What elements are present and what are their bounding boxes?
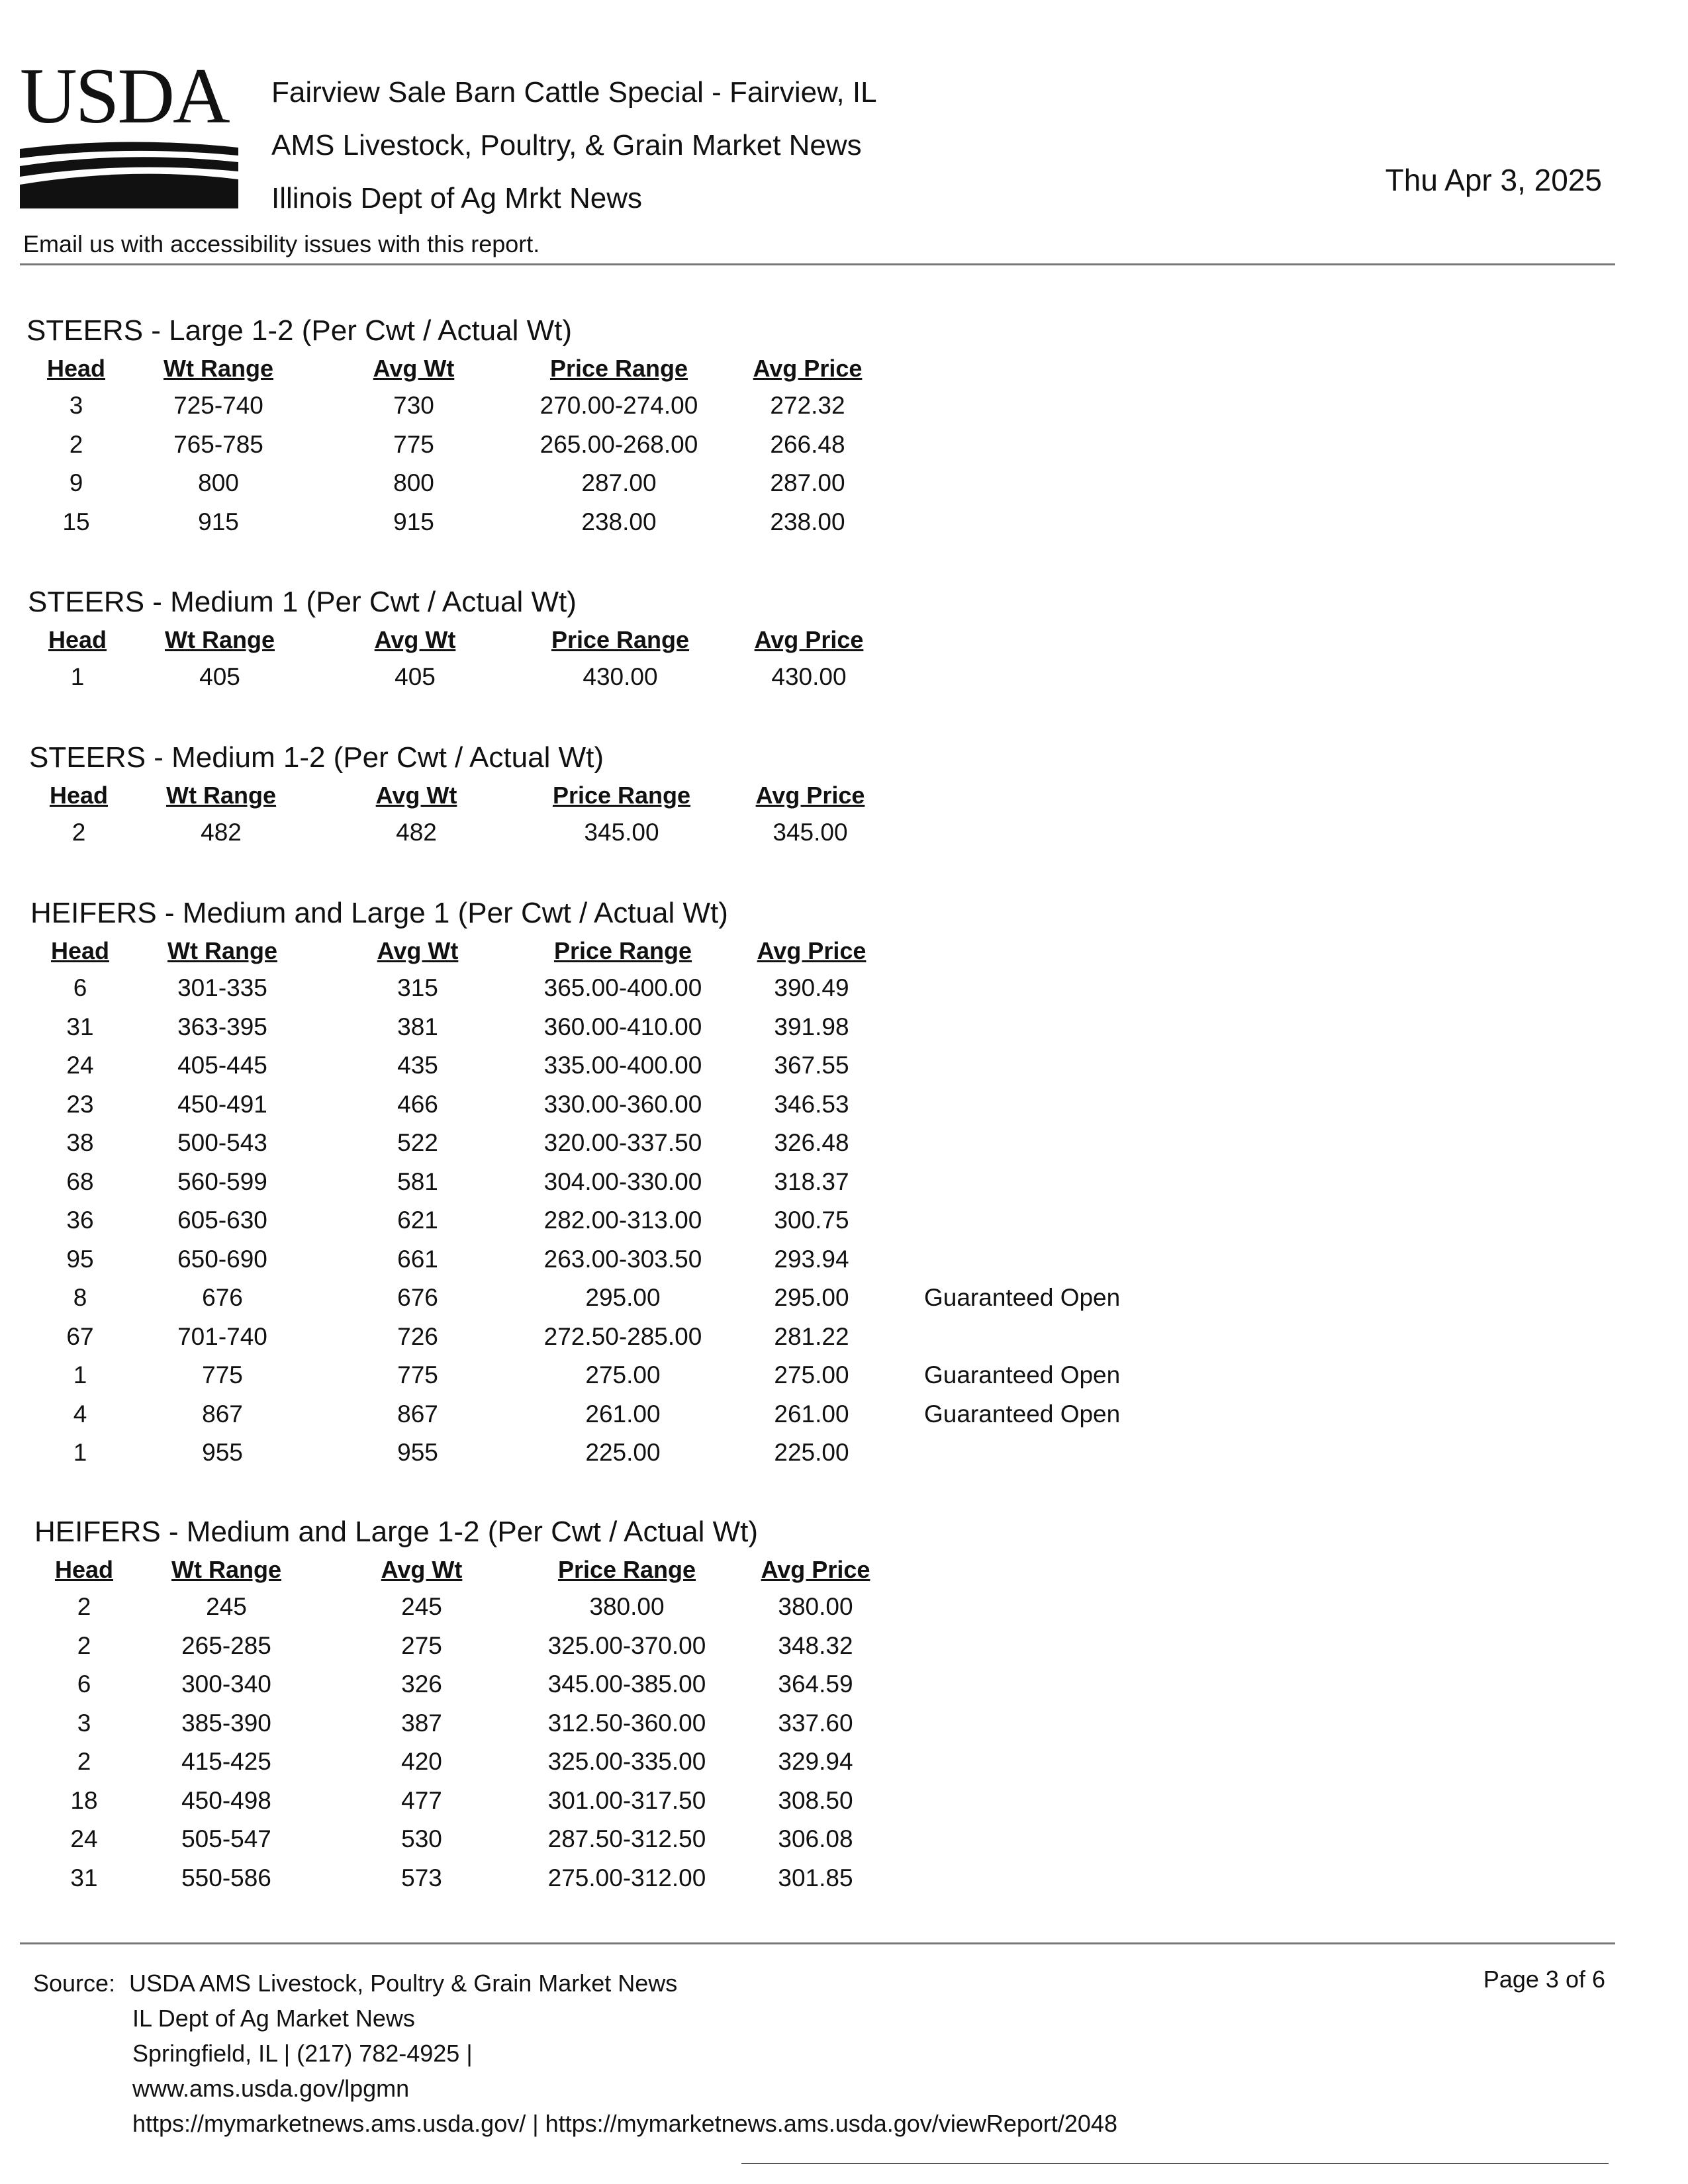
table-row bbox=[34, 1782, 1153, 1821]
table-cell: 300.75 bbox=[774, 1206, 849, 1234]
source-line-2: IL Dept of Ag Market News bbox=[132, 2005, 415, 2032]
table-row bbox=[30, 1085, 1149, 1124]
table-cell: 245 bbox=[206, 1593, 247, 1621]
column-header: Head bbox=[49, 782, 109, 809]
column-header: Avg Price bbox=[761, 1556, 870, 1583]
table-cell: 4 bbox=[73, 1400, 87, 1428]
table-row bbox=[28, 658, 1147, 697]
table-row bbox=[30, 969, 1149, 1008]
table-cell: 430.00 bbox=[771, 663, 847, 691]
table-cell: 320.00-337.50 bbox=[543, 1129, 702, 1157]
table-row bbox=[26, 387, 1145, 426]
table-cell: 522 bbox=[397, 1129, 438, 1157]
section-title: STEERS - Medium 1 (Per Cwt / Actual Wt) bbox=[28, 586, 577, 618]
table-cell: 315 bbox=[397, 974, 438, 1002]
column-header: Wt Range bbox=[171, 1556, 281, 1583]
table-cell: 915 bbox=[198, 508, 239, 535]
table-cell: 330.00-360.00 bbox=[543, 1090, 702, 1118]
column-headers bbox=[28, 622, 1147, 658]
table-cell: 2 bbox=[77, 1593, 91, 1621]
table-row bbox=[34, 1627, 1153, 1666]
table-cell: 325.00-370.00 bbox=[547, 1631, 706, 1659]
column-header: Price Range bbox=[551, 626, 690, 653]
source-link-lpgmn[interactable]: www.ams.usda.gov/lpgmn bbox=[132, 2075, 410, 2102]
table-cell: 380.00 bbox=[778, 1593, 853, 1621]
table-cell: 415-425 bbox=[181, 1748, 271, 1776]
report-header bbox=[271, 66, 877, 225]
source-line-1: USDA AMS Livestock, Poultry & Grain Market News bbox=[129, 1970, 678, 1997]
table-section bbox=[29, 738, 1148, 852]
table-cell: 955 bbox=[397, 1439, 438, 1467]
table-cell: 261.00 bbox=[774, 1400, 849, 1428]
table-cell: 621 bbox=[397, 1206, 438, 1234]
table-cell: 367.55 bbox=[774, 1052, 849, 1079]
table-cell: 312.50-360.00 bbox=[547, 1709, 706, 1737]
table-cell: 2 bbox=[77, 1631, 91, 1659]
table-section bbox=[34, 1512, 1153, 1897]
table-cell: 650-690 bbox=[177, 1245, 267, 1273]
table-cell: 225.00 bbox=[585, 1439, 661, 1467]
table-cell: 306.08 bbox=[778, 1825, 853, 1853]
table-cell: 385-390 bbox=[181, 1709, 271, 1737]
table-cell: 24 bbox=[66, 1052, 94, 1079]
table-cell: 304.00-330.00 bbox=[543, 1167, 702, 1195]
table-cell: 31 bbox=[70, 1864, 98, 1891]
table-row bbox=[26, 503, 1145, 542]
table-cell: 390.49 bbox=[774, 974, 849, 1002]
table-row bbox=[30, 1279, 1149, 1318]
table-cell: 345.00 bbox=[584, 819, 659, 846]
table-row bbox=[34, 1820, 1153, 1859]
table-cell: 325.00-335.00 bbox=[547, 1748, 706, 1776]
table-cell: 275.00 bbox=[774, 1361, 849, 1389]
table-cell: 2 bbox=[71, 819, 86, 846]
table-cell: 301.85 bbox=[778, 1864, 853, 1891]
table-cell: 263.00-303.50 bbox=[543, 1245, 702, 1273]
table-cell: 500-543 bbox=[177, 1129, 267, 1157]
column-header: Wt Range bbox=[164, 355, 273, 382]
table-cell: 261.00 bbox=[585, 1400, 661, 1428]
table-cell: 867 bbox=[397, 1400, 438, 1428]
table-cell: 6 bbox=[73, 974, 87, 1002]
table-cell: 605-630 bbox=[177, 1206, 267, 1234]
table-cell: 387 bbox=[401, 1709, 442, 1737]
table-cell: 380.00 bbox=[589, 1593, 665, 1621]
table-cell: 915 bbox=[393, 508, 434, 535]
table-cell: 765-785 bbox=[173, 430, 263, 458]
table-cell: 573 bbox=[401, 1864, 442, 1891]
table-cell: 360.00-410.00 bbox=[543, 1013, 702, 1040]
table-cell: 238.00 bbox=[581, 508, 657, 535]
column-header: Avg Wt bbox=[373, 355, 455, 382]
table-cell: 365.00-400.00 bbox=[543, 974, 702, 1002]
source-links[interactable]: https://mymarketnews.ams.usda.gov/ | https://mymarketnews.ams.usda.gov/viewReport/2048 bbox=[132, 2110, 1117, 2137]
table-cell: 245 bbox=[401, 1593, 442, 1621]
report-office: Illinois Dept of Ag Mrkt News bbox=[271, 182, 642, 214]
table-cell: 287.00 bbox=[581, 469, 657, 497]
table-cell: 560-599 bbox=[177, 1167, 267, 1195]
table-cell: 701-740 bbox=[177, 1322, 267, 1350]
table-cell: 348.32 bbox=[778, 1631, 853, 1659]
page-number: Page 3 of 6 bbox=[1483, 1966, 1605, 1993]
report-date: Thu Apr 3, 2025 bbox=[1385, 163, 1602, 197]
table-cell: 405 bbox=[395, 663, 436, 691]
table-row bbox=[30, 1433, 1149, 1473]
column-header: Head bbox=[50, 937, 110, 964]
table-cell: 775 bbox=[202, 1361, 243, 1389]
table-cell: 661 bbox=[397, 1245, 438, 1273]
table-cell: 530 bbox=[401, 1825, 442, 1853]
usda-logo bbox=[20, 52, 245, 208]
row-note: Guaranteed Open bbox=[924, 1361, 1121, 1389]
table-section bbox=[30, 893, 1149, 1473]
table-cell: 275 bbox=[401, 1631, 442, 1659]
table-cell: 295.00 bbox=[774, 1284, 849, 1312]
table-cell: 482 bbox=[396, 819, 437, 846]
table-cell: 450-498 bbox=[181, 1786, 271, 1814]
table-cell: 225.00 bbox=[774, 1439, 849, 1467]
column-header: Head bbox=[48, 626, 107, 653]
table-cell: 955 bbox=[202, 1439, 243, 1467]
accessibility-note[interactable]: Email us with accessibility issues with this report. bbox=[23, 230, 540, 257]
column-header: Wt Range bbox=[165, 626, 275, 653]
column-header: Wt Range bbox=[167, 937, 277, 964]
section-title: HEIFERS - Medium and Large 1 (Per Cwt / Actual Wt) bbox=[30, 897, 728, 929]
table-row bbox=[34, 1704, 1153, 1743]
table-cell: 800 bbox=[393, 469, 434, 497]
table-cell: 238.00 bbox=[770, 508, 845, 535]
table-cell: 775 bbox=[397, 1361, 438, 1389]
table-section bbox=[28, 582, 1147, 697]
column-header: Avg Wt bbox=[377, 937, 459, 964]
table-row bbox=[30, 1163, 1149, 1202]
table-cell: 2 bbox=[77, 1748, 91, 1776]
table-cell: 8 bbox=[73, 1284, 87, 1312]
report-title: Fairview Sale Barn Cattle Special - Fairview, IL bbox=[271, 76, 877, 109]
table-cell: 265.00-268.00 bbox=[539, 430, 698, 458]
section-title: HEIFERS - Medium and Large 1-2 (Per Cwt / Actual Wt) bbox=[34, 1516, 759, 1548]
column-header: Price Range bbox=[557, 1556, 696, 1583]
table-cell: 293.94 bbox=[774, 1245, 849, 1273]
header-divider bbox=[20, 263, 1615, 265]
table-cell: 3 bbox=[69, 392, 83, 420]
usda-logo-mark bbox=[20, 136, 238, 208]
table-cell: 581 bbox=[397, 1167, 438, 1195]
column-header: Avg Price bbox=[754, 626, 864, 653]
table-cell: 265-285 bbox=[181, 1631, 271, 1659]
section-title: STEERS - Large 1-2 (Per Cwt / Actual Wt) bbox=[26, 314, 573, 347]
table-cell: 466 bbox=[397, 1090, 438, 1118]
column-header: Head bbox=[46, 355, 106, 382]
table-section bbox=[26, 311, 1145, 541]
table-cell: 275.00 bbox=[585, 1361, 661, 1389]
table-cell: 270.00-274.00 bbox=[539, 392, 698, 420]
table-row bbox=[26, 464, 1145, 503]
table-cell: 477 bbox=[401, 1786, 442, 1814]
table-cell: 364.59 bbox=[778, 1670, 853, 1698]
report-agency: AMS Livestock, Poultry, & Grain Market News bbox=[271, 129, 862, 161]
column-header: Price Range bbox=[553, 937, 692, 964]
table-cell: 337.60 bbox=[778, 1709, 853, 1737]
table-cell: 287.00 bbox=[770, 469, 845, 497]
table-cell: 266.48 bbox=[770, 430, 845, 458]
table-cell: 867 bbox=[202, 1400, 243, 1428]
table-cell: 281.22 bbox=[774, 1322, 849, 1350]
table-cell: 272.32 bbox=[770, 392, 845, 420]
table-cell: 726 bbox=[397, 1322, 438, 1350]
table-cell: 345.00-385.00 bbox=[547, 1670, 706, 1698]
table-cell: 363-395 bbox=[177, 1013, 267, 1040]
source-line-3: Springfield, IL | (217) 782-4925 | bbox=[132, 2040, 473, 2067]
table-row bbox=[34, 1588, 1153, 1627]
table-cell: 775 bbox=[393, 430, 434, 458]
table-cell: 23 bbox=[66, 1090, 94, 1118]
column-header: Avg Wt bbox=[374, 626, 456, 653]
table-cell: 300-340 bbox=[181, 1670, 271, 1698]
table-cell: 345.00 bbox=[773, 819, 848, 846]
table-cell: 800 bbox=[198, 469, 239, 497]
section-title: STEERS - Medium 1-2 (Per Cwt / Actual Wt) bbox=[29, 741, 604, 774]
table-cell: 95 bbox=[66, 1245, 94, 1273]
table-cell: 295.00 bbox=[585, 1284, 661, 1312]
table-cell: 435 bbox=[397, 1052, 438, 1079]
table-row bbox=[30, 1356, 1149, 1395]
column-header: Avg Price bbox=[753, 355, 863, 382]
table-cell: 430.00 bbox=[583, 663, 658, 691]
table-cell: 308.50 bbox=[778, 1786, 853, 1814]
column-header: Avg Price bbox=[757, 937, 867, 964]
column-header: Price Range bbox=[549, 355, 688, 382]
column-header: Price Range bbox=[552, 782, 691, 809]
table-cell: 550-586 bbox=[181, 1864, 271, 1891]
table-cell: 31 bbox=[66, 1013, 94, 1040]
table-cell: 282.00-313.00 bbox=[543, 1206, 702, 1234]
table-row bbox=[30, 1046, 1149, 1085]
table-cell: 505-547 bbox=[181, 1825, 271, 1853]
table-cell: 1 bbox=[70, 663, 85, 691]
table-row bbox=[30, 1124, 1149, 1163]
table-cell: 335.00-400.00 bbox=[543, 1052, 702, 1079]
table-cell: 391.98 bbox=[774, 1013, 849, 1040]
row-note: Guaranteed Open bbox=[924, 1400, 1121, 1428]
table-cell: 15 bbox=[62, 508, 90, 535]
table-cell: 287.50-312.50 bbox=[547, 1825, 706, 1853]
column-header: Wt Range bbox=[166, 782, 276, 809]
table-row bbox=[29, 813, 1148, 852]
source-label: Source: bbox=[33, 1970, 116, 1997]
table-row bbox=[34, 1665, 1153, 1704]
column-header: Head bbox=[54, 1556, 114, 1583]
column-headers bbox=[26, 351, 1145, 387]
table-row bbox=[30, 1008, 1149, 1047]
column-headers bbox=[34, 1552, 1153, 1588]
table-cell: 3 bbox=[77, 1709, 91, 1737]
table-cell: 420 bbox=[401, 1748, 442, 1776]
table-cell: 405-445 bbox=[177, 1052, 267, 1079]
table-row bbox=[34, 1859, 1153, 1898]
table-row bbox=[30, 1395, 1149, 1434]
table-cell: 38 bbox=[66, 1129, 94, 1157]
table-cell: 725-740 bbox=[173, 392, 263, 420]
table-cell: 24 bbox=[70, 1825, 98, 1853]
table-cell: 1 bbox=[73, 1439, 87, 1467]
table-cell: 67 bbox=[66, 1322, 94, 1350]
table-cell: 676 bbox=[202, 1284, 243, 1312]
table-cell: 381 bbox=[397, 1013, 438, 1040]
column-header: Avg Wt bbox=[381, 1556, 463, 1583]
column-header: Avg Price bbox=[755, 782, 865, 809]
row-note: Guaranteed Open bbox=[924, 1284, 1121, 1312]
table-cell: 18 bbox=[70, 1786, 98, 1814]
table-cell: 68 bbox=[66, 1167, 94, 1195]
usda-logo-text: USDA bbox=[20, 52, 228, 140]
table-cell: 450-491 bbox=[177, 1090, 267, 1118]
table-cell: 329.94 bbox=[778, 1748, 853, 1776]
table-cell: 275.00-312.00 bbox=[547, 1864, 706, 1891]
table-cell: 346.53 bbox=[774, 1090, 849, 1118]
table-cell: 318.37 bbox=[774, 1167, 849, 1195]
table-cell: 301-335 bbox=[177, 974, 267, 1002]
table-cell: 326.48 bbox=[774, 1129, 849, 1157]
table-cell: 36 bbox=[66, 1206, 94, 1234]
table-cell: 9 bbox=[69, 469, 83, 497]
table-cell: 326 bbox=[401, 1670, 442, 1698]
column-headers bbox=[30, 933, 1149, 969]
table-cell: 301.00-317.50 bbox=[547, 1786, 706, 1814]
table-row bbox=[34, 1743, 1153, 1782]
table-cell: 272.50-285.00 bbox=[543, 1322, 702, 1350]
table-row bbox=[30, 1318, 1149, 1357]
table-cell: 405 bbox=[199, 663, 240, 691]
table-cell: 1 bbox=[73, 1361, 87, 1389]
table-row bbox=[30, 1240, 1149, 1279]
table-cell: 6 bbox=[77, 1670, 91, 1698]
column-header: Avg Wt bbox=[375, 782, 457, 809]
column-headers bbox=[29, 778, 1148, 813]
table-row bbox=[26, 426, 1145, 465]
footer-divider bbox=[20, 1942, 1615, 1944]
footer-rule bbox=[741, 2163, 1609, 2164]
source-block bbox=[33, 1966, 1117, 2141]
table-cell: 730 bbox=[393, 392, 434, 420]
table-cell: 2 bbox=[69, 430, 83, 458]
table-cell: 676 bbox=[397, 1284, 438, 1312]
table-cell: 482 bbox=[201, 819, 242, 846]
table-row bbox=[30, 1201, 1149, 1240]
